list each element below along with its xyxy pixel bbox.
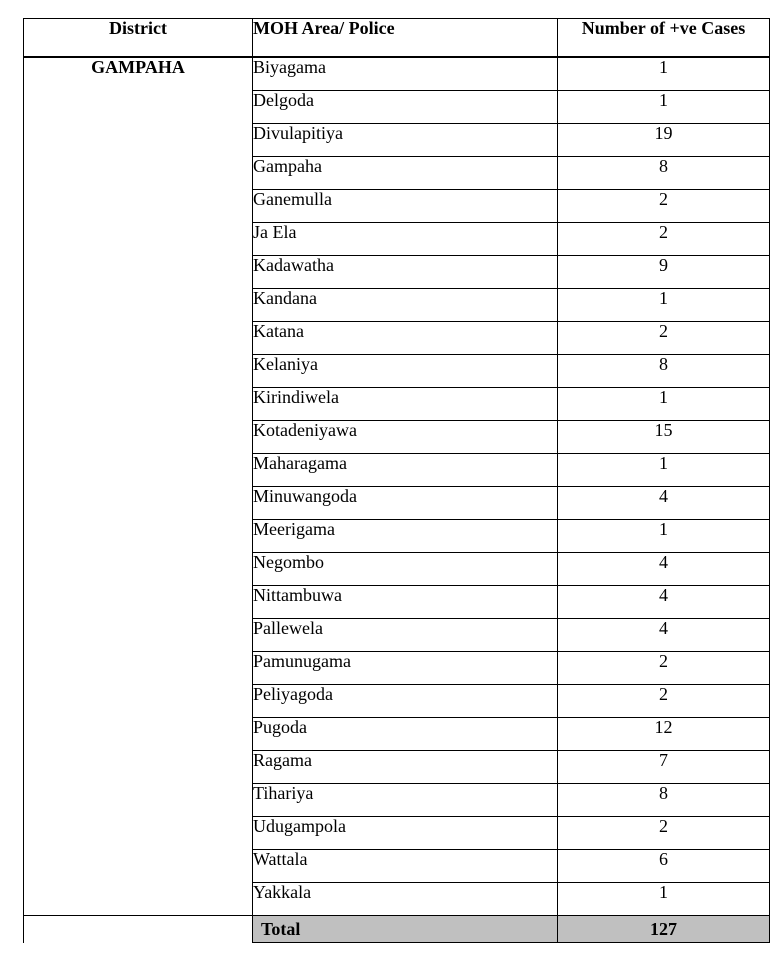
header-district: District (24, 19, 253, 58)
moh-area-cell: Udugampola (253, 817, 558, 850)
case-count-cell: 9 (558, 256, 770, 289)
case-count-cell: 6 (558, 850, 770, 883)
total-row-blank (24, 916, 253, 943)
moh-area-cell: Tihariya (253, 784, 558, 817)
moh-area-cell: Pamunugama (253, 652, 558, 685)
moh-area-cell: Yakkala (253, 883, 558, 916)
moh-area-cell: Wattala (253, 850, 558, 883)
case-count-cell: 2 (558, 190, 770, 223)
moh-area-cell: Divulapitiya (253, 124, 558, 157)
case-count-cell: 1 (558, 388, 770, 421)
district-name: GAMPAHA (24, 57, 253, 916)
moh-area-cell: Peliyagoda (253, 685, 558, 718)
moh-area-cell: Maharagama (253, 454, 558, 487)
case-count-cell: 1 (558, 454, 770, 487)
moh-area-cell: Pallewela (253, 619, 558, 652)
case-count-cell: 19 (558, 124, 770, 157)
case-count-cell: 8 (558, 784, 770, 817)
case-count-cell: 1 (558, 57, 770, 91)
moh-area-cell: Kandana (253, 289, 558, 322)
moh-area-cell: Nittambuwa (253, 586, 558, 619)
moh-area-cell: Kelaniya (253, 355, 558, 388)
table-body (24, 57, 770, 943)
case-count-cell: 1 (558, 289, 770, 322)
case-count-cell: 4 (558, 619, 770, 652)
moh-area-cell: Kadawatha (253, 256, 558, 289)
header-row (24, 19, 770, 58)
case-count-cell: 4 (558, 553, 770, 586)
case-count-cell: 7 (558, 751, 770, 784)
moh-area-cell: Pugoda (253, 718, 558, 751)
case-count-cell: 2 (558, 223, 770, 256)
case-count-cell: 4 (558, 586, 770, 619)
moh-area-cell: Meerigama (253, 520, 558, 553)
table-header (24, 19, 770, 58)
total-row (24, 916, 770, 943)
case-count-cell: 1 (558, 91, 770, 124)
cases-table (23, 18, 770, 943)
moh-area-cell: Minuwangoda (253, 487, 558, 520)
case-count-cell: 1 (558, 883, 770, 916)
moh-area-cell: Negombo (253, 553, 558, 586)
total-value: 127 (558, 916, 770, 943)
moh-area-cell: Biyagama (253, 57, 558, 91)
case-count-cell: 12 (558, 718, 770, 751)
case-count-cell: 1 (558, 520, 770, 553)
case-count-cell: 4 (558, 487, 770, 520)
case-count-cell: 15 (558, 421, 770, 454)
case-count-cell: 2 (558, 652, 770, 685)
total-label: Total (253, 916, 558, 943)
case-count-cell: 8 (558, 157, 770, 190)
case-count-cell: 2 (558, 685, 770, 718)
moh-area-cell: Kotadeniyawa (253, 421, 558, 454)
moh-area-cell: Ragama (253, 751, 558, 784)
moh-area-cell: Gampaha (253, 157, 558, 190)
header-case-count: Number of +ve Cases (558, 19, 770, 58)
table-row (24, 57, 770, 91)
header-moh-area: MOH Area/ Police (253, 19, 558, 58)
moh-area-cell: Ja Ela (253, 223, 558, 256)
case-count-cell: 2 (558, 817, 770, 850)
moh-area-cell: Ganemulla (253, 190, 558, 223)
moh-area-cell: Delgoda (253, 91, 558, 124)
case-count-cell: 2 (558, 322, 770, 355)
moh-area-cell: Kirindiwela (253, 388, 558, 421)
moh-area-cell: Katana (253, 322, 558, 355)
case-count-cell: 8 (558, 355, 770, 388)
